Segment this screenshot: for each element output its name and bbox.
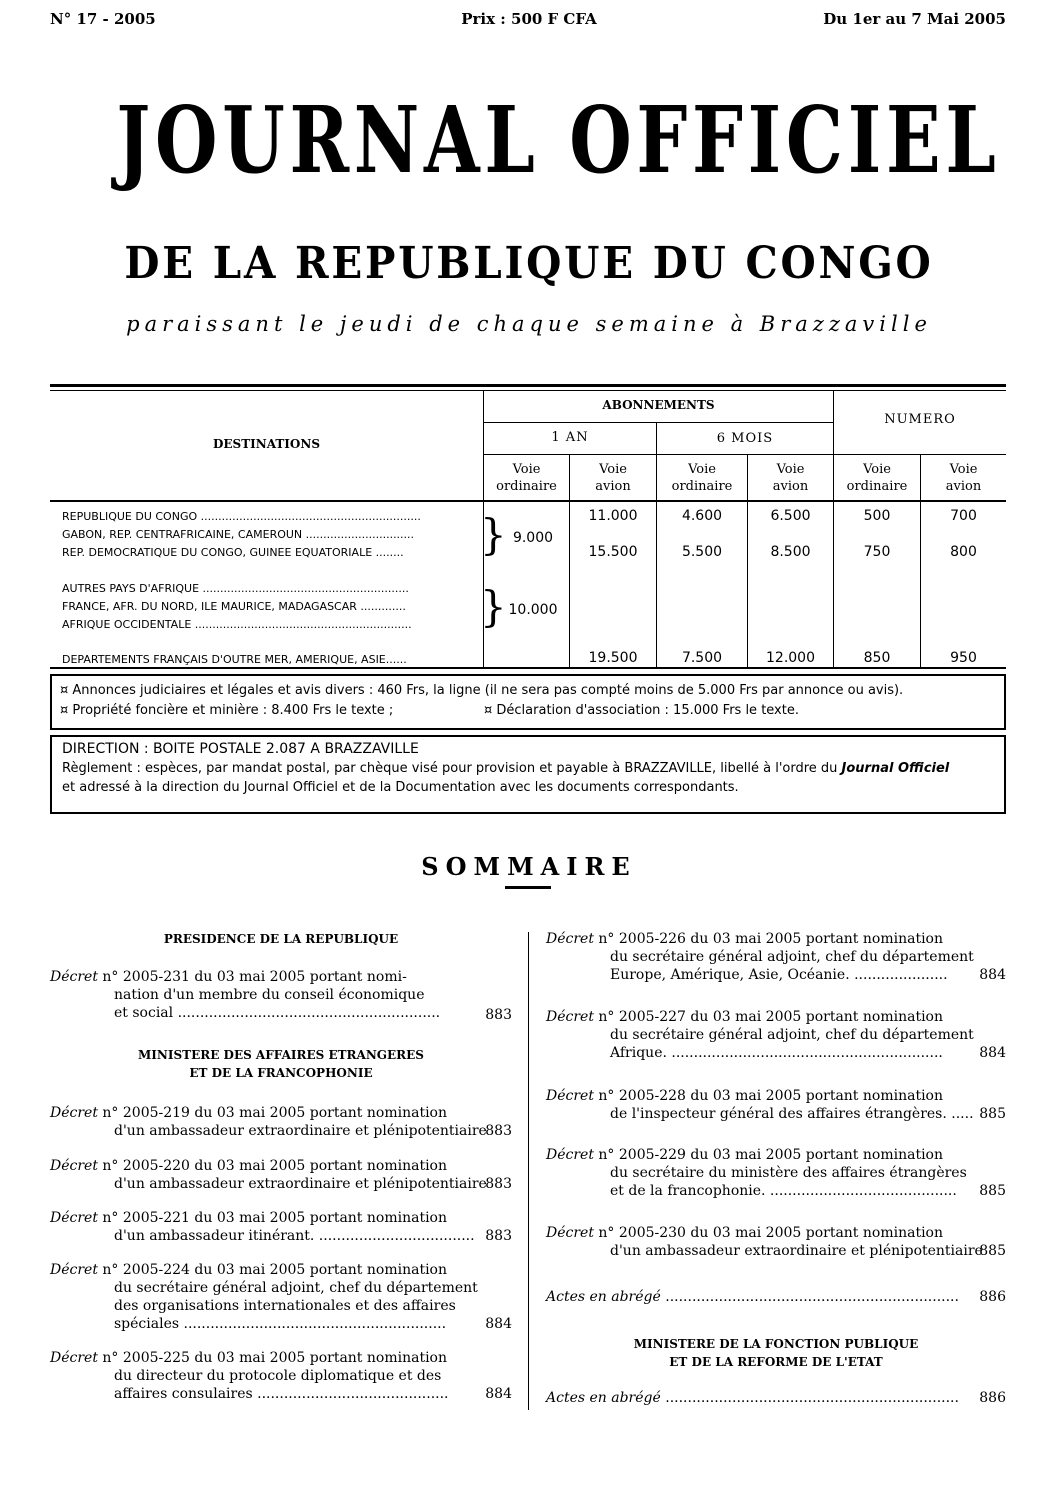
- table-header-rule: [50, 500, 1006, 502]
- price-cell: 500: [863, 508, 891, 524]
- col-numero: NUMERO: [884, 412, 956, 427]
- page-number: 884: [979, 1045, 1006, 1061]
- entry-text: ..................................................................: [660, 1390, 959, 1406]
- page-number: 884: [485, 1316, 512, 1332]
- price-cell: 950: [950, 650, 977, 666]
- entry-text: n° 2005-228 du 03 mai 2005 portant nomination: [593, 1088, 943, 1104]
- entry-text: du secrétaire général adjoint, chef du département: [114, 1280, 478, 1296]
- entry-text: n° 2005-225 du 03 mai 2005 portant nomination: [97, 1350, 447, 1366]
- entry-text: Afrique. .............................................................: [610, 1045, 943, 1061]
- entry-text: affaires consulaires ...........................................: [114, 1386, 449, 1402]
- entry-text: spéciales ...........................................................: [114, 1316, 447, 1332]
- column-divider: [528, 932, 529, 1410]
- direction-text: Règlement : espèces, par mandat postal, par chèque visé pour provision et payable à BRAZZAVILLE, libellé à l'ordre du: [62, 761, 842, 776]
- entry-text: n° 2005-220 du 03 mai 2005 portant nomination: [97, 1158, 447, 1174]
- entry-type: Décret: [50, 1210, 98, 1226]
- entry-text: d'un ambassadeur itinérant. ...................................: [114, 1228, 475, 1244]
- price: Prix : 500 F CFA: [461, 10, 597, 28]
- sub-voie-avion: Voie avion: [945, 462, 982, 494]
- dest-row: AFRIQUE OCCIDENTALE ..............................................................: [62, 618, 412, 631]
- entry-type: Décret: [50, 1105, 98, 1121]
- entry-text: n° 2005-226 du 03 mai 2005 portant nomination: [593, 931, 943, 947]
- entry-type: Décret: [546, 1088, 594, 1104]
- direction-line: et adressé à la direction du Journal Officiel et de la Documentation avec les documents correspondants.: [62, 780, 739, 795]
- page-number: 884: [485, 1386, 512, 1402]
- page-number: 886: [979, 1390, 1006, 1406]
- dest-row: GABON, REP. CENTRAFRICAINE, CAMEROUN ...............................: [62, 528, 415, 541]
- entry-text: n° 2005-227 du 03 mai 2005 portant nomination: [593, 1009, 943, 1025]
- entry-type: Décret: [50, 1158, 98, 1174]
- section-title: ET DE LA FRANCOPHONIE: [189, 1066, 373, 1080]
- price-cell: 5.500: [681, 544, 723, 560]
- price-cell: 800: [950, 544, 977, 560]
- entry-text: du secrétaire général adjoint, chef du département: [610, 949, 974, 965]
- notice-line: ¤ Propriété foncière et minière : 8.400 Frs le texte ;: [60, 703, 394, 718]
- entry-text: n° 2005-224 du 03 mai 2005 portant nomination: [97, 1262, 447, 1278]
- entry-type: Décret: [50, 1350, 98, 1366]
- price-cell: 8.500: [770, 544, 811, 560]
- page-number: 886: [979, 1289, 1006, 1305]
- page-number: 883: [485, 1176, 512, 1192]
- journal-title: JOURNAL OFFICIEL: [116, 86, 1001, 194]
- toc-entry: [546, 1224, 1006, 1260]
- entry-text: d'un ambassadeur extraordinaire et plénipotentiaire: [114, 1123, 487, 1139]
- col-destinations: DESTINATIONS: [212, 437, 320, 451]
- notice-line: ¤ Déclaration d'association : 15.000 Frs le texte.: [484, 703, 799, 718]
- direction-line: DIRECTION : BOITE POSTALE 2.087 A BRAZZAVILLE: [62, 741, 419, 757]
- price-cell: 6.500: [770, 508, 811, 524]
- toc-entry: [50, 1349, 512, 1403]
- sommaire-title: SOMMAIRE: [421, 852, 637, 881]
- col-6mois: 6 MOIS: [716, 431, 774, 446]
- row-line: [483, 422, 834, 423]
- entry-text: nation d'un membre du conseil économique: [114, 987, 425, 1003]
- entry-text: n° 2005-221 du 03 mai 2005 portant nomination: [97, 1210, 447, 1226]
- price-cell: 12.000: [766, 650, 815, 666]
- entry-type: Actes en abrégé: [546, 1390, 661, 1406]
- entry-text: n° 2005-219 du 03 mai 2005 portant nomination: [97, 1105, 447, 1121]
- tagline: paraissant le jeudi de chaque semaine à Brazzaville: [126, 312, 932, 336]
- section-title: ET DE LA REFORME DE L'ETAT: [669, 1355, 883, 1369]
- brace-icon: }: [480, 582, 507, 631]
- price-cell: 19.500: [588, 650, 638, 666]
- page-number: 883: [485, 1228, 512, 1244]
- table-top-rule-thin: [50, 390, 1006, 391]
- entry-text: du secrétaire du ministère des affaires étrangères: [610, 1165, 967, 1181]
- entry-type: Actes en abrégé: [546, 1289, 661, 1305]
- page-number: 883: [485, 1007, 512, 1023]
- toc-entry: [50, 1104, 512, 1140]
- price-cell: 850: [863, 650, 891, 666]
- table-bottom-rule: [50, 667, 1006, 669]
- price-cell: 750: [863, 544, 891, 560]
- sub-voie-ordinaire: Voie ordinaire: [846, 462, 908, 494]
- toc-entry: [546, 1146, 1006, 1200]
- entry-text: et social ...........................................................: [114, 1005, 441, 1021]
- page-number: 885: [979, 1183, 1006, 1199]
- toc-entry: [50, 1209, 512, 1245]
- toc-entry: [546, 1087, 1006, 1123]
- entry-text: Europe, Amérique, Asie, Océanie. .....................: [610, 967, 948, 983]
- toc-entry: [50, 1157, 512, 1193]
- entry-text: de l'inspecteur général des affaires étrangères. .....: [610, 1106, 974, 1122]
- page-number: 885: [979, 1243, 1006, 1259]
- entry-text: d'un ambassadeur extraordinaire et plénipotentiaire: [114, 1176, 487, 1192]
- entry-text: n° 2005-230 du 03 mai 2005 portant nomination: [593, 1225, 943, 1241]
- entry-text: du directeur du protocole diplomatique et des: [114, 1368, 442, 1384]
- price-cell: 11.000: [588, 508, 638, 524]
- toc-entry: [50, 1261, 512, 1333]
- toc-entry: [546, 930, 1006, 984]
- entry-type: Décret: [546, 931, 594, 947]
- price-cell: 9.000: [512, 530, 554, 546]
- entry-text: des organisations internationales et des affaires: [114, 1298, 456, 1314]
- price-cell: 7.500: [681, 650, 723, 666]
- dest-row: FRANCE, AFR. DU NORD, ILE MAURICE, MADAGASCAR .............: [62, 600, 406, 613]
- col-1an: 1 AN: [551, 430, 589, 445]
- section-title: PRESIDENCE DE LA REPUBLIQUE: [163, 932, 399, 946]
- entry-type: Décret: [546, 1009, 594, 1025]
- entry-type: Décret: [50, 1262, 98, 1278]
- toc-entry: [546, 1288, 1006, 1306]
- dest-row: REP. DEMOCRATIQUE DU CONGO, GUINEE EQUATORIALE ........: [62, 546, 404, 559]
- journal-name: Journal Officiel: [841, 761, 950, 776]
- direction-line: [62, 761, 949, 776]
- page-number: 883: [485, 1123, 512, 1139]
- sub-voie-avion: Voie avion: [595, 462, 631, 494]
- table-top-rule: [50, 384, 1006, 387]
- price-cell: 15.500: [588, 544, 638, 560]
- row-line: [483, 454, 1006, 455]
- toc-entry: [50, 968, 512, 1024]
- brace-icon: }: [480, 510, 507, 559]
- notice-line: ¤ Annonces judiciaires et légales et avis divers : 460 Frs, la ligne (il ne sera pas compté moins de 5.000 Frs par annonce ou avis).: [60, 683, 904, 698]
- sub-voie-avion: Voie avion: [772, 462, 809, 494]
- sub-voie-ordinaire: Voie ordinaire: [496, 462, 557, 494]
- page-number: 885: [979, 1106, 1006, 1122]
- price-cell: 10.000: [508, 602, 558, 618]
- entry-text: n° 2005-231 du 03 mai 2005 portant nomi-: [97, 969, 407, 985]
- entry-type: Décret: [546, 1225, 594, 1241]
- toc-entry: [546, 1389, 1006, 1407]
- section-title: MINISTERE DES AFFAIRES ETRANGERES: [138, 1048, 424, 1062]
- entry-text: d'un ambassadeur extraordinaire et plénipotentiaire: [610, 1243, 983, 1259]
- sub-voie-ordinaire: Voie ordinaire: [671, 462, 733, 494]
- issue-date: Du 1er au 7 Mai 2005: [823, 10, 1006, 28]
- section-title: MINISTERE DE LA FONCTION PUBLIQUE: [633, 1337, 919, 1351]
- dest-row: REPUBLIQUE DU CONGO ...............................................................: [62, 510, 421, 523]
- entry-text: ..................................................................: [660, 1289, 959, 1305]
- col-abonnements: ABONNEMENTS: [602, 398, 715, 412]
- entry-text: n° 2005-229 du 03 mai 2005 portant nomination: [593, 1147, 943, 1163]
- dest-row: DEPARTEMENTS FRANÇAIS D'OUTRE MER, AMERIQUE, ASIE......: [62, 653, 407, 666]
- col-line: [833, 391, 834, 668]
- issue-number: N° 17 - 2005: [50, 10, 156, 28]
- entry-type: Décret: [546, 1147, 594, 1163]
- price-cell: 4.600: [681, 508, 723, 524]
- page-number: 884: [979, 967, 1006, 983]
- entry-text: du secrétaire général adjoint, chef du département: [610, 1027, 974, 1043]
- entry-text: et de la francophonie. ..........................................: [610, 1183, 957, 1199]
- sommaire-underline: [505, 886, 551, 889]
- dest-row: AUTRES PAYS D'AFRIQUE ...........................................................: [62, 582, 409, 595]
- journal-subtitle: DE LA REPUBLIQUE DU CONGO: [124, 238, 934, 289]
- entry-type: Décret: [50, 969, 98, 985]
- price-cell: 700: [950, 508, 977, 524]
- toc-entry: [546, 1008, 1006, 1062]
